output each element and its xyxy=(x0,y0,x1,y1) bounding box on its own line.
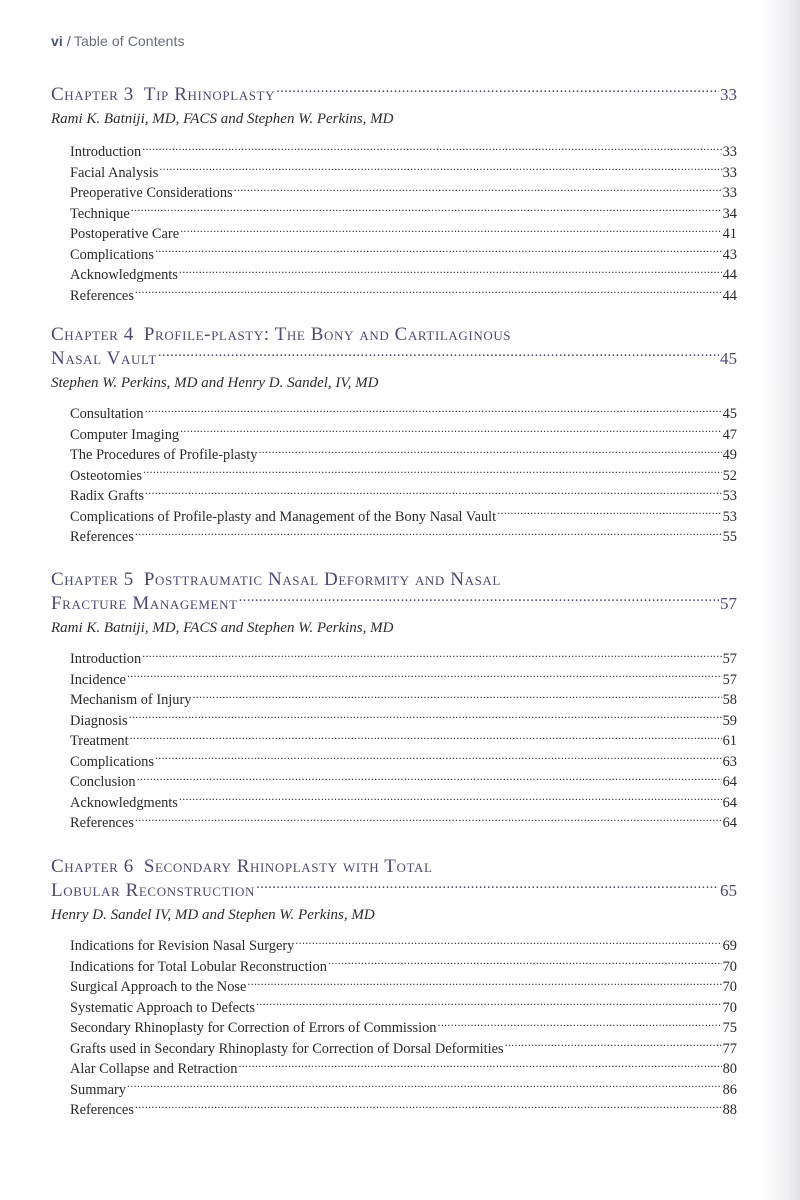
entry-page-number: 57 xyxy=(722,651,737,667)
toc-entry[interactable] xyxy=(70,731,737,752)
entry-page-number: 59 xyxy=(722,712,737,729)
chapter-title-continued: Lobular Reconstruction xyxy=(51,880,256,901)
dot-leader xyxy=(247,979,721,991)
toc-entry[interactable] xyxy=(70,813,737,834)
entry-title: Grafts used in Secondary Rhinoplasty for Correction of Dorsal Deformities xyxy=(70,1040,504,1057)
entry-title: Complications of Profile-plasty and Management of the Bony Nasal Vault xyxy=(70,508,497,525)
toc-chapter-5 xyxy=(51,568,737,834)
running-head-section: Table of Contents xyxy=(73,33,185,49)
page-folio: vi xyxy=(51,33,63,49)
chapter-title: Secondary Rhinoplasty with Total xyxy=(143,856,433,877)
entry-title: Consultation xyxy=(70,406,144,422)
entry-page-number: 53 xyxy=(722,488,737,504)
chapter-title: Profile-plasty: The Bony and Cartilaginous xyxy=(143,324,512,345)
chapter-page-number: 57 xyxy=(720,594,737,613)
toc-entry[interactable] xyxy=(70,1059,737,1080)
chapter-label: Chapter 3 xyxy=(51,84,134,105)
entry-title: References xyxy=(70,529,134,545)
toc-entry[interactable] xyxy=(70,1100,737,1121)
dot-leader xyxy=(131,206,722,218)
dot-leader xyxy=(145,406,722,418)
dot-leader xyxy=(239,594,719,609)
toc-entry[interactable] xyxy=(70,1039,737,1060)
dot-leader xyxy=(180,427,721,439)
entry-title: Indications for Revision Nasal Surgery xyxy=(70,938,295,954)
entry-title: Indications for Total Lobular Reconstruction xyxy=(70,958,327,975)
dot-leader xyxy=(145,488,722,500)
toc-entry[interactable] xyxy=(70,690,737,711)
running-head-separator: / xyxy=(66,33,71,49)
chapter-page-number: 65 xyxy=(720,881,737,900)
dot-leader xyxy=(159,165,721,177)
toc-entry[interactable] xyxy=(70,936,737,957)
dot-leader xyxy=(179,267,722,279)
entry-page-number: 44 xyxy=(722,267,737,283)
entry-title: Complications xyxy=(70,753,154,770)
toc-entry[interactable] xyxy=(70,998,737,1019)
section-list xyxy=(70,649,737,834)
dot-leader xyxy=(135,288,722,300)
dot-leader xyxy=(137,774,722,786)
entry-page-number: 70 xyxy=(722,999,737,1016)
dot-leader xyxy=(256,1000,722,1012)
entry-title: Introduction xyxy=(70,651,142,667)
chapter-title-continued: Nasal Vault xyxy=(51,348,157,369)
chapter-heading-line-2[interactable] xyxy=(51,347,737,371)
dot-leader xyxy=(505,1041,722,1053)
entry-title: Facial Analysis xyxy=(70,164,159,181)
entry-page-number: 61 xyxy=(722,733,737,749)
entry-page-number: 49 xyxy=(722,447,737,463)
toc-entry[interactable] xyxy=(70,649,737,670)
dot-leader xyxy=(143,468,722,480)
entry-page-number: 88 xyxy=(722,1102,737,1118)
dot-leader xyxy=(155,247,722,259)
dot-leader xyxy=(438,1020,722,1032)
entry-title: Systematic Approach to Defects xyxy=(70,999,256,1016)
entry-page-number: 64 xyxy=(722,774,737,790)
entry-title: Acknowledgments xyxy=(70,794,178,811)
dot-leader xyxy=(295,938,721,950)
toc-entry[interactable] xyxy=(70,793,737,814)
dot-leader xyxy=(142,144,721,156)
entry-title: Alar Collapse and Retraction xyxy=(70,1061,238,1077)
toc-entry[interactable] xyxy=(70,507,737,528)
toc-entry[interactable] xyxy=(70,772,737,793)
toc-entry[interactable] xyxy=(70,224,737,245)
chapter-label: Chapter 5 xyxy=(51,569,134,590)
toc-entry[interactable] xyxy=(70,425,737,446)
entry-title: Conclusion xyxy=(70,774,136,790)
entry-page-number: 70 xyxy=(722,979,737,995)
toc-entry[interactable] xyxy=(70,977,737,998)
dot-leader xyxy=(127,672,722,684)
toc-entry[interactable] xyxy=(70,670,737,691)
dot-leader xyxy=(179,795,722,807)
chapter-heading-line-2[interactable] xyxy=(51,879,737,903)
chapter-authors: Rami K. Batniji, MD, FACS and Stephen W. Perkins, MD xyxy=(51,620,394,636)
entry-page-number: 55 xyxy=(722,529,737,545)
chapter-page-number: 33 xyxy=(720,85,737,104)
toc-entry[interactable] xyxy=(70,1018,737,1039)
entry-page-number: 70 xyxy=(722,958,737,975)
entry-title: Postoperative Care xyxy=(70,226,180,242)
dot-leader xyxy=(497,509,721,521)
entry-page-number: 53 xyxy=(722,508,737,525)
toc-entry[interactable] xyxy=(70,957,737,978)
dot-leader xyxy=(155,754,722,766)
toc-entry[interactable] xyxy=(70,445,737,466)
entry-title: Complications xyxy=(70,246,154,263)
entry-title: Introduction xyxy=(70,144,142,160)
dot-leader xyxy=(276,85,719,100)
dot-leader xyxy=(130,733,722,745)
entry-page-number: 57 xyxy=(722,671,737,688)
toc-entry[interactable] xyxy=(70,163,737,184)
chapter-title-continued: Fracture Management xyxy=(51,593,238,614)
toc-entry[interactable] xyxy=(70,527,737,548)
entry-page-number: 58 xyxy=(722,692,737,708)
toc-entry[interactable] xyxy=(70,752,737,773)
toc-chapter-4 xyxy=(51,323,737,548)
toc-entry[interactable] xyxy=(70,286,737,307)
entry-title: References xyxy=(70,287,134,304)
dot-leader xyxy=(234,185,722,197)
chapter-label: Chapter 6 xyxy=(51,856,134,877)
entry-title: Mechanism of Injury xyxy=(70,692,192,708)
dot-leader xyxy=(135,815,722,827)
entry-page-number: 45 xyxy=(722,406,737,422)
entry-page-number: 33 xyxy=(722,144,737,160)
toc-entry[interactable] xyxy=(70,183,737,204)
dot-leader xyxy=(256,881,719,896)
dot-leader xyxy=(158,349,719,364)
dot-leader xyxy=(238,1061,721,1073)
chapter-authors: Henry D. Sandel IV, MD and Stephen W. Perkins, MD xyxy=(51,907,375,923)
entry-page-number: 52 xyxy=(722,467,737,484)
entry-page-number: 41 xyxy=(722,226,737,242)
section-list xyxy=(70,404,737,548)
chapter-authors: Stephen W. Perkins, MD and Henry D. Sandel, IV, MD xyxy=(51,375,379,391)
entry-title: Preoperative Considerations xyxy=(70,185,233,201)
dot-leader xyxy=(127,1082,722,1094)
dot-leader xyxy=(135,1102,722,1114)
entry-page-number: 64 xyxy=(722,794,737,811)
entry-page-number: 33 xyxy=(722,164,737,181)
toc-chapter-3 xyxy=(51,83,737,306)
chapter-heading-line-2[interactable] xyxy=(51,592,737,616)
entry-page-number: 33 xyxy=(722,185,737,201)
entry-title: Treatment xyxy=(70,733,129,749)
entry-title: Surgical Approach to the Nose xyxy=(70,979,247,995)
dot-leader xyxy=(129,713,722,725)
section-list xyxy=(70,936,737,1121)
toc-entry[interactable] xyxy=(70,486,737,507)
entry-title: Acknowledgments xyxy=(70,267,178,283)
dot-leader xyxy=(258,447,721,459)
section-list xyxy=(70,142,737,306)
entry-page-number: 44 xyxy=(722,287,737,304)
chapter-heading-line-1[interactable] xyxy=(51,568,737,592)
dot-leader xyxy=(142,651,721,663)
entry-page-number: 86 xyxy=(722,1081,737,1098)
chapter-page-number: 45 xyxy=(720,349,737,368)
chapter-title: Tip Rhinoplasty xyxy=(143,84,276,105)
entry-page-number: 75 xyxy=(722,1020,737,1036)
toc-entry[interactable] xyxy=(70,265,737,286)
entry-page-number: 63 xyxy=(722,753,737,770)
chapter-heading[interactable] xyxy=(51,83,737,107)
chapter-title: Posttraumatic Nasal Deformity and Nasal xyxy=(143,569,501,590)
dot-leader xyxy=(193,692,722,704)
page-edge-shadow xyxy=(760,0,800,1200)
entry-title: Computer Imaging xyxy=(70,426,180,443)
toc-chapter-6 xyxy=(51,855,737,1121)
entry-page-number: 64 xyxy=(722,815,737,831)
entry-page-number: 47 xyxy=(722,426,737,443)
toc-entry[interactable] xyxy=(70,404,737,425)
entry-title: References xyxy=(70,1102,134,1118)
entry-title: The Procedures of Profile-plasty xyxy=(70,447,258,463)
entry-page-number: 34 xyxy=(722,205,737,222)
entry-title: Secondary Rhinoplasty for Correction of Errors of Commission xyxy=(70,1020,437,1036)
chapter-label: Chapter 4 xyxy=(51,324,134,345)
entry-title: Osteotomies xyxy=(70,467,142,484)
entry-title: References xyxy=(70,815,134,831)
entry-page-number: 77 xyxy=(722,1040,737,1057)
entry-title: Incidence xyxy=(70,671,126,688)
chapter-heading-line-1[interactable] xyxy=(51,323,737,347)
entry-page-number: 69 xyxy=(722,938,737,954)
dot-leader xyxy=(135,529,722,541)
dot-leader xyxy=(328,959,722,971)
chapter-heading-line-1[interactable] xyxy=(51,855,737,879)
toc-entry[interactable] xyxy=(70,466,737,487)
entry-page-number: 80 xyxy=(722,1061,737,1077)
entry-title: Diagnosis xyxy=(70,712,128,729)
entry-title: Radix Grafts xyxy=(70,488,144,504)
toc-entry[interactable] xyxy=(70,245,737,266)
chapter-authors: Rami K. Batniji, MD, FACS and Stephen W. Perkins, MD xyxy=(51,111,394,127)
running-head xyxy=(51,33,185,49)
entry-title: Technique xyxy=(70,205,130,222)
toc-entry[interactable] xyxy=(70,142,737,163)
toc-entry[interactable] xyxy=(70,711,737,732)
toc-entry[interactable] xyxy=(70,1080,737,1101)
dot-leader xyxy=(180,226,722,238)
entry-page-number: 43 xyxy=(722,246,737,263)
toc-entry[interactable] xyxy=(70,204,737,225)
entry-title: Summary xyxy=(70,1081,126,1098)
